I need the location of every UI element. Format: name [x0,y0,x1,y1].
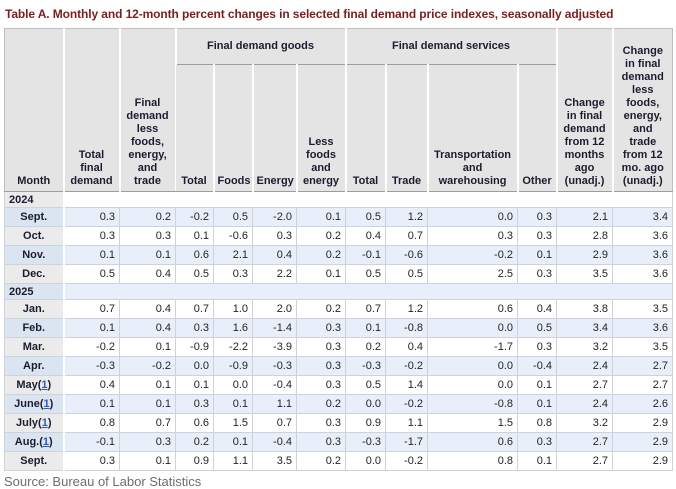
value-cell: 0.0 [428,208,518,227]
header-total-final-demand: Total final demand [64,29,120,192]
value-cell: 3.2 [557,338,613,357]
value-cell: 0.6 [176,414,214,433]
value-cell: 0.0 [346,395,386,414]
table-row [5,433,673,452]
value-cell: 0.3 [297,338,346,357]
value-cell: 2.7 [557,452,613,471]
value-cell: 3.2 [557,414,613,433]
table-row [5,300,673,319]
value-cell: 0.0 [428,376,518,395]
value-cell: 0.3 [518,433,557,452]
value-cell: -2.0 [253,208,297,227]
value-cell: 0.3 [518,227,557,246]
value-cell: 3.6 [613,227,673,246]
value-cell: 0.5 [346,376,386,395]
value-cell: 2.7 [557,376,613,395]
month-cell [5,357,64,376]
value-cell: -0.1 [64,433,120,452]
table-row [5,395,673,414]
month-cell: May(1) [5,376,64,395]
month-cell [5,246,64,265]
value-cell: 3.4 [613,208,673,227]
value-cell: -0.3 [64,357,120,376]
value-cell: 0.3 [176,319,214,338]
month-label: June [14,398,40,410]
month-label: Jan. [22,303,45,315]
value-cell: 0.5 [386,265,428,284]
year-spacer [64,284,673,300]
value-cell: 1.1 [253,395,297,414]
value-cell: 0.5 [346,208,386,227]
year-row [5,284,673,300]
value-cell: 0.5 [214,208,253,227]
month-cell [5,319,64,338]
value-cell: 0.3 [297,357,346,376]
header-goods-energy: Energy [253,65,297,192]
header-goods-group: Final demand goods [176,29,346,65]
value-cell: 2.1 [214,246,253,265]
month-cell [5,265,64,284]
table-row [5,357,673,376]
header-services-total: Total [346,65,386,192]
value-cell: 0.4 [120,319,176,338]
value-cell: 0.2 [346,338,386,357]
month-cell: Aug.(1) [5,433,64,452]
month-label: Nov. [22,249,46,261]
value-cell: -0.2 [428,246,518,265]
value-cell: -0.2 [386,395,428,414]
month-label: Mar. [22,341,45,353]
value-cell: 0.1 [346,319,386,338]
month-cell [5,300,64,319]
value-cell: 2.6 [613,395,673,414]
value-cell: 0.4 [120,265,176,284]
value-cell: -3.9 [253,338,297,357]
footnote-link[interactable]: 1 [42,436,50,448]
value-cell: 1.4 [386,376,428,395]
year-label: 2024 [5,192,64,208]
value-cell: 0.4 [386,338,428,357]
month-label: Dec. [22,268,46,280]
value-cell: -0.2 [386,357,428,376]
value-cell: 0.0 [214,376,253,395]
value-cell: 1.1 [386,414,428,433]
header-less-foods-energy-trade: Final demand less foods, energy, and trade [120,29,176,192]
value-cell: 0.7 [386,227,428,246]
value-cell: 0.9 [176,452,214,471]
value-cell: 0.3 [518,208,557,227]
header-month: Month [5,29,64,192]
value-cell: 0.2 [297,395,346,414]
value-cell: 0.4 [120,300,176,319]
header-change-12mo-less-fet: Change in final demand less foods, energy, and trade from 12 mo. ago (unadj.) [613,29,673,192]
value-cell: 0.4 [64,376,120,395]
year-row [5,192,673,208]
header-services-other: Other [518,65,557,192]
value-cell: -0.2 [64,338,120,357]
header-services-group: Final demand services [346,29,557,65]
value-cell: 0.1 [64,395,120,414]
month-label: July [16,417,39,429]
header-change-12mo: Change in final demand from 12 months ago (unadj.) [557,29,613,192]
value-cell: 3.4 [557,319,613,338]
value-cell: 3.6 [613,265,673,284]
table-body [5,192,673,471]
header-services-transportation-warehousing: Transportation and warehousing [428,65,518,192]
footnote-link[interactable]: 1 [41,417,48,429]
value-cell: -1.7 [428,338,518,357]
month-label: Feb. [22,322,46,334]
value-cell: 0.1 [214,395,253,414]
value-cell: -0.4 [253,376,297,395]
table-row [5,208,673,227]
table-row [5,227,673,246]
value-cell: 0.1 [120,376,176,395]
table-row [5,265,673,284]
footnote-link[interactable]: 1 [43,398,50,410]
value-cell: 0.1 [120,452,176,471]
month-label: May [16,379,38,391]
value-cell: 0.1 [518,452,557,471]
month-cell [5,452,64,471]
value-cell: 1.2 [386,208,428,227]
value-cell: 0.7 [346,300,386,319]
table-row [5,414,673,433]
value-cell: 0.3 [297,414,346,433]
value-cell: 2.9 [557,246,613,265]
value-cell: 3.5 [613,300,673,319]
value-cell: 2.9 [613,433,673,452]
value-cell: -0.6 [386,246,428,265]
value-cell: 2.1 [557,208,613,227]
value-cell: -1.7 [386,433,428,452]
value-cell: -2.2 [214,338,253,357]
value-cell: 0.3 [214,265,253,284]
table-row [5,376,673,395]
value-cell: 0.0 [428,357,518,376]
value-cell: 2.4 [557,395,613,414]
header-services-trade: Trade [386,65,428,192]
value-cell: 0.1 [64,319,120,338]
month-label: Aug. [14,436,40,448]
month-label: Oct. [23,230,45,242]
year-spacer [64,192,673,208]
header-goods-foods: Foods [214,65,253,192]
value-cell: 0.4 [346,227,386,246]
value-cell: -0.9 [214,357,253,376]
value-cell: 2.9 [613,414,673,433]
value-cell: 3.5 [557,265,613,284]
value-cell: 0.3 [518,265,557,284]
value-cell: 2.7 [613,357,673,376]
value-cell: -0.3 [253,357,297,376]
value-cell: 0.6 [428,300,518,319]
value-cell: 2.8 [557,227,613,246]
value-cell: 0.3 [428,227,518,246]
value-cell: 0.2 [297,227,346,246]
value-cell: 0.1 [176,376,214,395]
value-cell: 0.3 [297,319,346,338]
price-index-table [4,28,673,471]
value-cell: 0.7 [120,414,176,433]
value-cell: -0.4 [518,357,557,376]
value-cell: 0.4 [253,246,297,265]
value-cell: 0.1 [518,246,557,265]
value-cell: -0.4 [253,433,297,452]
table-row [5,338,673,357]
value-cell: 0.7 [253,414,297,433]
header-group-row [5,29,673,65]
footnote-link[interactable]: 1 [41,379,48,391]
value-cell: 0.3 [120,227,176,246]
value-cell: 0.7 [64,300,120,319]
value-cell: 3.5 [613,338,673,357]
value-cell: 0.3 [253,227,297,246]
table-row [5,319,673,338]
value-cell: 1.0 [214,300,253,319]
value-cell: 0.5 [64,265,120,284]
value-cell: 0.0 [346,452,386,471]
month-cell: June(1) [5,395,64,414]
value-cell: -0.2 [176,208,214,227]
month-cell: July(1) [5,414,64,433]
month-cell [5,227,64,246]
table-row [5,246,673,265]
value-cell: -0.3 [346,433,386,452]
value-cell: 0.1 [120,338,176,357]
value-cell: 0.1 [120,395,176,414]
value-cell: 0.2 [297,452,346,471]
value-cell: -0.2 [386,452,428,471]
value-cell: 0.3 [518,338,557,357]
value-cell: 3.6 [613,319,673,338]
value-cell: 2.9 [613,452,673,471]
value-cell: 0.3 [120,433,176,452]
value-cell: 0.8 [518,414,557,433]
year-label: 2025 [5,284,64,300]
value-cell: 1.5 [428,414,518,433]
month-cell [5,338,64,357]
value-cell: 0.1 [297,265,346,284]
value-cell: 1.2 [386,300,428,319]
header-goods-less-foods-energy: Less foods and energy [297,65,346,192]
value-cell: 0.3 [297,433,346,452]
month-cell [5,208,64,227]
month-label: Sept. [20,455,48,467]
value-cell: 0.1 [518,395,557,414]
value-cell: 0.1 [64,246,120,265]
value-cell: 0.3 [64,227,120,246]
value-cell: 0.8 [64,414,120,433]
value-cell: -0.3 [346,357,386,376]
value-cell: -0.2 [120,357,176,376]
header-goods-total: Total [176,65,214,192]
value-cell: 0.1 [214,433,253,452]
table-row [5,452,673,471]
value-cell: 0.0 [176,357,214,376]
value-cell: 0.2 [120,208,176,227]
value-cell: 2.7 [613,376,673,395]
value-cell: 0.5 [346,265,386,284]
page-title: Table A. Monthly and 12-month percent changes in selected final demand price indexes, seasonally adjusted [5,7,614,21]
value-cell: -0.1 [346,246,386,265]
table-header [5,29,673,192]
value-cell: 2.7 [557,433,613,452]
value-cell: 0.3 [64,208,120,227]
month-label: Sept. [20,211,48,223]
value-cell: 1.1 [214,452,253,471]
value-cell: 0.2 [297,300,346,319]
value-cell: 0.5 [176,265,214,284]
month-label: Apr. [23,360,45,372]
value-cell: 1.5 [214,414,253,433]
value-cell: -0.9 [176,338,214,357]
value-cell: 1.6 [214,319,253,338]
value-cell: 2.4 [557,357,613,376]
value-cell: 0.1 [176,227,214,246]
value-cell: -1.4 [253,319,297,338]
value-cell: 0.9 [346,414,386,433]
value-cell: 0.4 [518,300,557,319]
value-cell: 0.7 [176,300,214,319]
value-cell: -0.8 [386,319,428,338]
value-cell: 0.2 [297,246,346,265]
value-cell: 0.1 [297,208,346,227]
value-cell: 2.5 [428,265,518,284]
value-cell: 0.3 [297,376,346,395]
value-cell: 3.6 [613,246,673,265]
value-cell: 0.5 [518,319,557,338]
value-cell: 0.1 [120,246,176,265]
value-cell: 3.5 [253,452,297,471]
value-cell: 0.2 [176,433,214,452]
value-cell: 0.6 [176,246,214,265]
value-cell: 0.6 [428,433,518,452]
value-cell: 0.3 [176,395,214,414]
value-cell: 0.8 [428,452,518,471]
value-cell: 2.0 [253,300,297,319]
value-cell: 3.8 [557,300,613,319]
value-cell: 2.2 [253,265,297,284]
value-cell: -0.8 [428,395,518,414]
value-cell: 0.0 [428,319,518,338]
source-note: Source: Bureau of Labor Statistics [4,474,202,489]
value-cell: -0.6 [214,227,253,246]
value-cell: 0.3 [64,452,120,471]
value-cell: 0.1 [518,376,557,395]
